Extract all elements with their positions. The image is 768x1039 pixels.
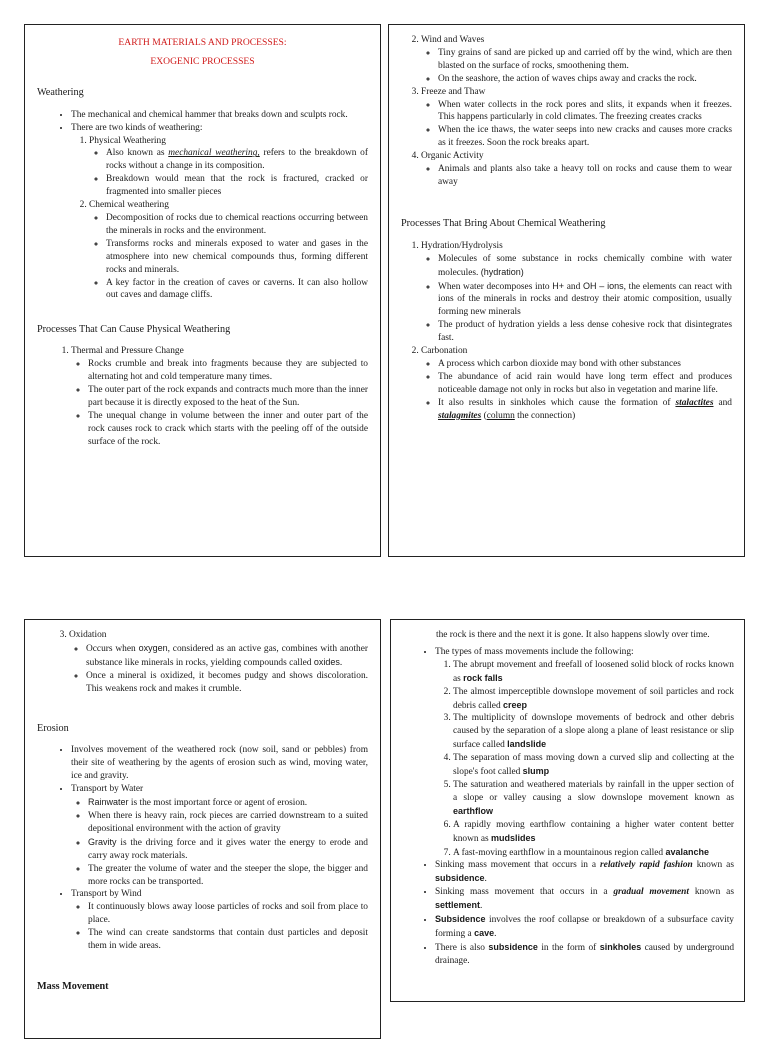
list-item: ◦ Once a mineral is oxidized, it becomes pudgy and shows discoloration. This weakens rock and makes it crumble.: [86, 670, 368, 696]
list-item: ◦ Rocks crumble and break into fragments because they are subjected to alternating hot and cold temperature many times.: [88, 358, 368, 384]
term-creep: creep: [502, 699, 528, 710]
list-item: • The mechanical and chemical hammer that breaks down and sculpts rock.: [71, 109, 368, 122]
title-line-2: EXOGENIC PROCESSES: [150, 55, 255, 67]
list-item: ◦ Animals and plants also take a heavy toll on rocks and cause them to wear away: [438, 163, 732, 189]
weathering-kinds: [71, 135, 368, 303]
card-mass-movement: [390, 619, 745, 1002]
term-sinkholes: sinkholes: [599, 941, 642, 952]
list-item: ◦ When water collects in the rock pores and slits, it expands when it freezes. This happens particularly in cold climates. The freezing creates cracks: [438, 99, 732, 125]
list-item-freeze-thaw: 3. Freeze and Thaw ◦ When water collects in the rock pores and slits, it expands when it freezes. This happens particularly in cold climates. The freezing creates cracks ◦ When the ice thaws, the water seeps into new cracks and causes more cracks as it freezes. Soon the rock breaks apart.: [421, 86, 732, 151]
list-item-transport-water: • Transport by Water ◦ Rainwater is the most important force or agent of erosion. ◦ When there is heavy rain, rock pieces are carried downstream to a suited depositional environment with the action of gravity ◦ Gravity is the driving force and it gives water the energy to erode and carry away rock materials. ◦ The greater the volume of water and the steeper the slope, the bigger and more rocks can be transported.: [71, 783, 368, 888]
list-item: • The types of mass movements include the following: 1. The abrupt movement and freefall of loosened solid block of rocks known as rock falls 2. The almost imperceptible downslope movement of soil particles and rock debris called creep 3. The multiplicity of downslope movements of bedrock and other debris caused by the separation of a slope along a plane of least resistance or slip surface called landslide 4. The separation of mass moving down a curved slip and collecting at the slope's foot called slump 5. The saturation and weathered materials by rainfall in the upper section of a slope or valley causing a slow downslope movement known as earthflow 6. A rapidly moving earthflow containing a higher water content better known as mudslides 7. A fast-moving earthflow in a mountainous region called avalanche: [435, 646, 734, 860]
mass-movement-types: [435, 659, 734, 860]
list-item: ◦ It also results in sinkholes which cause the formation of stalactites and stalagmites (column the connection): [438, 397, 732, 423]
list-item: • Involves movement of the weathered rock (now soil, sand or pebbles) from their site of weathering by the agents of erosion such as wind, moving water, ice and gravity.: [71, 744, 368, 783]
term-subsidence-2: Subsidence: [435, 914, 486, 925]
term-relatively-rapid-fashion: relatively rapid fashion: [600, 860, 693, 871]
heading-mass-movement: Mass Movement: [37, 980, 109, 992]
term-landslide: landslide: [507, 739, 547, 750]
list-item: 7. A fast-moving earthflow in a mountainous region called avalanche: [453, 846, 734, 860]
chemical-process-list-cont: [37, 629, 368, 696]
term-oh-ions: OH – ions: [582, 280, 624, 291]
list-item: ◦ Tiny grains of sand are picked up and carried off by the wind, which are then blasted on the surface of rocks, smoothening them.: [438, 47, 732, 73]
term-mudslides: mudslides: [491, 832, 536, 843]
list-item-organic: 4. Organic Activity ◦ Animals and plants also take a heavy toll on rocks and cause them to wear away: [421, 150, 732, 189]
term-stalagmites: stalagmites: [438, 410, 482, 421]
list-item: ◦ The greater the volume of water and the steeper the slope, the bigger and more rocks can be transported.: [88, 863, 368, 889]
erosion-list: [37, 744, 368, 953]
list-item: ◦ When water decomposes into H+ and OH – ions, the elements can react with ions of the minerals in rocks and destroy their atomic composition, usually forming new minerals: [438, 280, 732, 320]
title-line-1: EARTH MATERIALS AND PROCESSES:: [118, 37, 287, 48]
physical-process-list-cont: [401, 34, 732, 189]
list-item-transport-wind: • Transport by Wind ◦ It continuously blows away loose particles of rocks and soil from place to place. ◦ The wind can create sandstorms that contain dust particles and deposit them in wide areas.: [71, 888, 368, 953]
list-item: 6. A rapidly moving earthflow containing a higher water content better known as mudslides: [453, 819, 734, 846]
list-item: ◦ Decomposition of rocks due to chemical reactions occurring between the minerals in rocks and the environment.: [106, 212, 368, 238]
list-item: ◦ It continuously blows away loose particles of rocks and soil from place to place.: [88, 901, 368, 927]
term-oxides: oxides: [313, 656, 340, 667]
list-item-wind-waves: 2. Wind and Waves ◦ Tiny grains of sand are picked up and carried off by the wind, which are then blasted on the surface of rocks, smoothening them. ◦ On the seashore, the action of waves chips away and cracks the rock.: [421, 34, 732, 86]
heading-erosion: Erosion: [37, 722, 69, 734]
list-item: 3. The multiplicity of downslope movements of bedrock and other debris caused by the separation of a slope along a plane of least resistance or slip surface called landslide: [453, 712, 734, 752]
list-item: ◦ A key factor in the creation of caves or caverns. It can also hollow out caves and damage cliffs.: [106, 277, 368, 303]
list-item-chemical: 2. Chemical weathering ◦ Decomposition of rocks due to chemical reactions occurring between the minerals in rocks and the environment. ◦ Transforms rocks and minerals exposed to water and gases in the atmosphere into new chemical compounds thus, forming different rocks and minerals. ◦ A key factor in the creation of caves or caverns. It can also hollow out caves and damage cliffs.: [89, 199, 368, 302]
doc-title: [37, 37, 368, 69]
card-weathering: [24, 24, 381, 557]
weathering-list: [37, 109, 368, 303]
list-item-carbonation: 2. Carbonation ◦ A process which carbon dioxide may bond with other substances ◦ The abundance of acid rain would have long term effect and produces noticeable damage not only in rocks but also in vegetation and marine life. ◦ It also results in sinkholes which cause the formation of stalactites and stalagmites (column the connection): [421, 345, 732, 422]
list-item: • Subsidence involves the roof collapse or breakdown of a subsurface cavity forming a cave.: [435, 913, 734, 941]
list-item: ◦ The outer part of the rock expands and contracts much more than the inner part because it is directly exposed to the heat of the Sun.: [88, 384, 368, 410]
term-earthflow: earthflow: [453, 805, 494, 816]
list-item: ◦ Gravity is the driving force and it gives water the energy to erode and carry away rock materials.: [88, 836, 368, 863]
list-item: 1. The abrupt movement and freefall of loosened solid block of rocks known as rock falls: [453, 659, 734, 686]
chemical-process-list: [401, 240, 732, 423]
list-item: ◦ The unequal change in volume between the inner and outer part of the rock causes rock to crack which starts with the peeling off of the outside surface of the rock.: [88, 410, 368, 449]
term-gravity: Gravity: [88, 836, 117, 847]
term-cave: cave: [474, 927, 495, 938]
term-oxygen: oxygen: [138, 642, 168, 653]
term-stalactites: stalactites: [675, 397, 714, 408]
card-processes: [388, 24, 745, 557]
heading-physical-processes: Processes That Can Cause Physical Weathering: [37, 324, 231, 336]
card-erosion: [24, 619, 381, 1039]
list-item-physical: 1. Physical Weathering ◦ Also known as mechanical weathering, refers to the breakdown of rocks without a change in its composition. ◦ Breakdown would mean that the rock is fractured, cracked or fragmented into smaller pieces: [89, 135, 368, 200]
term-column: column: [486, 410, 515, 421]
continued-text: the rock is there and the next it is gone. It also happens slowly over time.: [436, 630, 710, 640]
list-item: 2. The almost imperceptible downslope movement of soil particles and rock debris called creep: [453, 686, 734, 713]
list-item: ◦ Transforms rocks and minerals exposed to water and gases in the atmosphere into new chemical compounds thus, forming different rocks and minerals.: [106, 238, 368, 277]
term-settlement: settlement: [435, 900, 481, 911]
list-item-hydration: 1. Hydration/Hydrolysis ◦ Molecules of some substance in rocks chemically combine with water molecules. (hydration) ◦ When water decomposes into H+ and OH – ions, the elements can react with ions of the minerals in rocks and destroy their atomic composition, usually forming new minerals ◦ The product of hydration yields a less dense cohesive rock that disintegrates fast.: [421, 240, 732, 345]
mass-movement-list: [401, 646, 734, 968]
list-item: ◦ Also known as mechanical weathering, refers to the breakdown of rocks without a change in its composition.: [106, 147, 368, 173]
list-item: 4. The separation of mass moving down a curved slip and collecting at the slope's foot called slump: [453, 752, 734, 779]
term-subsidence-3: subsidence: [488, 941, 538, 952]
list-item: ◦ Molecules of some substance in rocks chemically combine with water molecules. (hydration): [438, 253, 732, 280]
list-item: ◦ Breakdown would mean that the rock is fractured, cracked or fragmented into smaller pieces: [106, 173, 368, 199]
list-item: ◦ Rainwater is the most important force or agent of erosion.: [88, 796, 368, 810]
list-item: ◦ When the ice thaws, the water seeps into new cracks and causes more cracks as it freezes. Soon the rock breaks apart.: [438, 124, 732, 150]
list-item: • Sinking mass movement that occurs in a gradual movement known as settlement.: [435, 886, 734, 913]
term-slump: slump: [522, 766, 550, 777]
list-item-oxidation: 3. Oxidation ◦ Occurs when oxygen, considered as an active gas, combines with another substance like minerals in rocks, yielding compounds called oxides. ◦ Once a mineral is oxidized, it becomes pudgy and shows discoloration. This weakens rock and makes it crumble.: [69, 629, 368, 696]
list-item: • Sinking mass movement that occurs in a relatively rapid fashion known as subsidence.: [435, 859, 734, 886]
term-h-plus: H+: [552, 280, 565, 291]
list-item: ◦ Occurs when oxygen, considered as an active gas, combines with another substance like minerals in rocks, yielding compounds called oxides.: [86, 642, 368, 670]
list-item: • There are two kinds of weathering: 1. Physical Weathering ◦ Also known as mechanical weathering, refers to the breakdown of rocks without a change in its composition. ◦ Breakdown would mean that the rock is fractured, cracked or fragmented into smaller pieces 2. Chemical weathering ◦ Decomposition of rocks due to chemical reactions occurring between the minerals in rocks and the environment. ◦ Transforms rocks and minerals exposed to water and gases in the atmosphere into new chemical compounds thus, forming different rocks and minerals. ◦ A key factor in the creation of caves or caverns. It can also hollow out caves and damage cliffs.: [71, 122, 368, 303]
list-item: • There is also subsidence in the form of sinkholes caused by underground drainage.: [435, 941, 734, 968]
list-item: ◦ The abundance of acid rain would have long term effect and produces noticeable damage not only in rocks but also in vegetation and marine life.: [438, 371, 732, 397]
term-subsidence: subsidence: [435, 873, 485, 884]
heading-weathering: Weathering: [37, 86, 84, 98]
term-gradual-movement: gradual movement: [613, 887, 689, 898]
physical-process-list: [37, 345, 368, 448]
list-item: ◦ The wind can create sandstorms that contain dust particles and deposit them in wide areas.: [88, 927, 368, 953]
list-item: ◦ On the seashore, the action of waves chips away and cracks the rock.: [438, 73, 732, 86]
term-mechanical-weathering: mechanical weathering,: [168, 148, 260, 159]
heading-chemical-processes: Processes That Bring About Chemical Weathering: [401, 217, 606, 229]
term-rock-falls: rock falls: [463, 672, 503, 683]
list-item: ◦ The product of hydration yields a less dense cohesive rock that disintegrates fast.: [438, 319, 732, 345]
term-hydration: (hydration): [480, 266, 524, 277]
term-avalanche: avalanche: [665, 846, 709, 857]
term-rainwater: Rainwater: [88, 797, 129, 808]
list-item: 5. The saturation and weathered materials by rainfall in the upper section of a slope or valley causing a slow downslope movement known as earthflow: [453, 779, 734, 819]
list-item: ◦ When there is heavy rain, rock pieces are carried downstream to a suited depositional environment with the action of gravity: [88, 810, 368, 836]
list-item: ◦ A process which carbon dioxide may bond with other substances: [438, 358, 732, 371]
list-item-thermal: 1. Thermal and Pressure Change ◦ Rocks crumble and break into fragments because they are subjected to alternating hot and cold temperature many times. ◦ The outer part of the rock expands and contracts much more than the inner part because it is directly exposed to the heat of the Sun. ◦ The unequal change in volume between the inner and outer part of the rock causes rock to crack which starts with the peeling off of the outside surface of the rock.: [71, 345, 368, 448]
